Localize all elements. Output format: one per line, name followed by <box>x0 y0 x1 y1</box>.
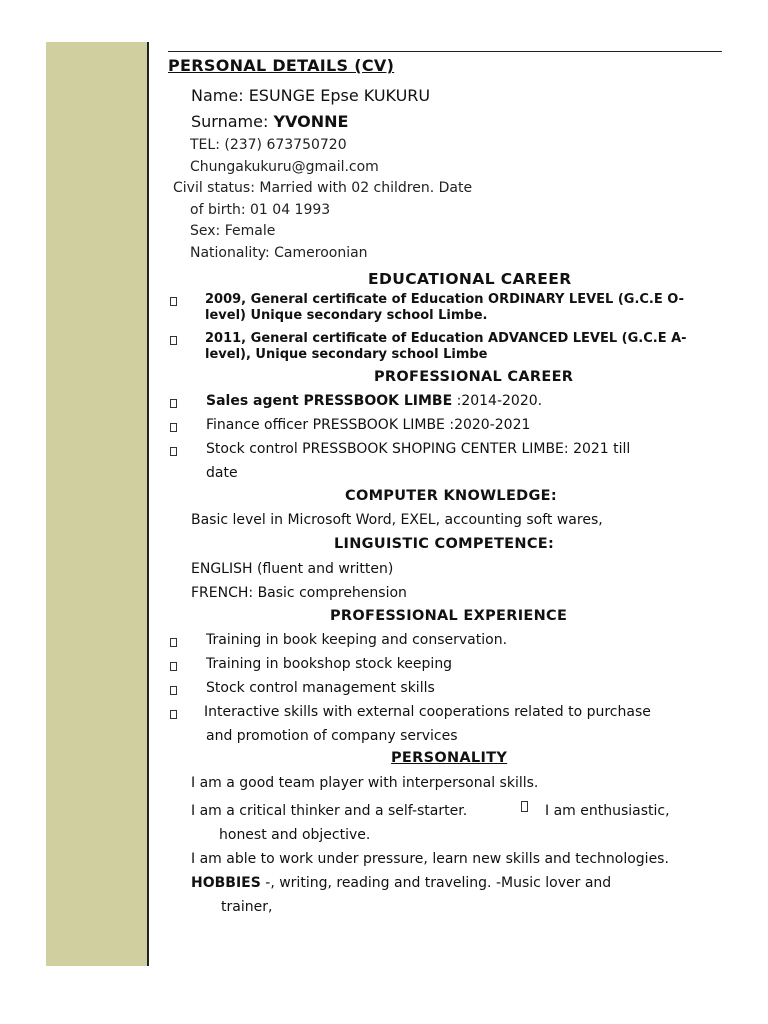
career-item-1-role: Sales agent PRESSBOOK LIMBE <box>206 393 453 409</box>
career-item-3-line1: Stock control PRESSBOOK SHOPING CENTER LIMBE: 2021 till <box>206 441 631 457</box>
name-line <box>191 88 430 104</box>
education-item-1-line1: 2009, General certificate of Education ORDINARY LEVEL (G.C.E O- <box>205 292 684 307</box>
nationality-label: Nationality: <box>190 245 270 261</box>
experience-item-4: Interactive skills with external cooperations related to purchase <box>204 704 651 720</box>
career-item-2-role: Finance officer PRESSBOOK LIMBE <box>206 417 445 433</box>
personality-line-2b: I am enthusiastic, <box>545 803 670 819</box>
career-heading: PROFESSIONAL CAREER <box>374 369 574 385</box>
language-english: ENGLISH (fluent and written) <box>191 561 394 577</box>
bullet-icon <box>170 336 177 345</box>
nationality-value: Cameroonian <box>274 245 368 261</box>
email-line: Chungakukuru@gmail.com <box>190 159 379 175</box>
top-rule <box>168 51 722 52</box>
education-item-2-line2: level), Unique secondary school Limbe <box>205 347 488 362</box>
personality-heading: PERSONALITY <box>391 750 508 766</box>
education-item-2 <box>205 331 705 363</box>
computer-heading <box>345 489 557 504</box>
bullet-icon <box>170 447 177 456</box>
dob-label: of birth: <box>190 202 246 218</box>
bullet-icon <box>170 399 177 408</box>
computer-heading-colon: : <box>550 488 557 504</box>
dob-line <box>190 203 330 217</box>
left-decorative-panel <box>46 42 147 966</box>
experience-item-3: Stock control management skills <box>206 680 435 696</box>
bullet-icon <box>170 423 177 432</box>
linguistic-heading-text: LINGUISTIC COMPETENCE <box>334 536 548 552</box>
linguistic-heading-colon: : <box>547 536 555 552</box>
surname-value: YVONNE <box>273 112 349 131</box>
bullet-icon <box>170 686 177 695</box>
sex-value: Female <box>224 223 276 239</box>
bullet-icon <box>170 297 177 306</box>
nationality-line <box>190 246 368 260</box>
hobbies-label: HOBBIES <box>191 875 261 891</box>
career-item-1-dates: :2014-2020. <box>452 393 543 409</box>
panel-divider <box>147 42 149 966</box>
career-item-2 <box>206 418 530 432</box>
name-label: Name: <box>191 86 244 105</box>
education-item-2-line1: 2011, General certificate of Education ADVANCED LEVEL (G.C.E A- <box>205 331 687 346</box>
education-item-1 <box>205 292 705 324</box>
hobbies-text: -, writing, reading and traveling. -Music lover and <box>260 875 612 891</box>
sex-line <box>190 224 275 238</box>
sex-label: Sex: <box>190 223 221 239</box>
language-french: FRENCH: Basic comprehension <box>191 585 407 601</box>
hobbies-line <box>191 876 611 890</box>
bullet-icon <box>170 662 177 671</box>
page-title: PERSONAL DETAILS (CV) <box>168 56 395 75</box>
name-value: ESUNGE Epse KUKURU <box>248 86 431 105</box>
career-item-2-dates: :2020-2021 <box>444 417 531 433</box>
surname-label: Surname: <box>191 112 269 131</box>
experience-heading: PROFESSIONAL EXPERIENCE <box>330 608 568 624</box>
experience-item-2: Training in bookshop stock keeping <box>206 656 453 672</box>
tel-line: TEL: (237) 673750720 <box>190 137 347 153</box>
linguistic-heading <box>334 537 554 552</box>
personality-line-4: I am able to work under pressure, learn new skills and technologies. <box>191 851 669 867</box>
education-item-1-line2: level) Unique secondary school Limbe. <box>205 308 488 323</box>
hobbies-continuation: trainer, <box>221 899 273 915</box>
civil-status-line <box>173 181 472 195</box>
experience-item-4-continuation: and promotion of company services <box>206 728 458 744</box>
personality-line-1: I am a good team player with interpersonal skills. <box>191 775 539 791</box>
experience-item-1: Training in book keeping and conservation. <box>206 632 508 648</box>
civil-status-value: Married with 02 children. Date <box>259 180 473 196</box>
career-item-1 <box>206 394 542 408</box>
surname-line <box>191 114 348 130</box>
civil-status-label: Civil status: <box>173 180 255 196</box>
dob-value: 01 04 1993 <box>250 202 331 218</box>
computer-heading-text: COMPUTER KNOWLEDGE <box>345 488 551 504</box>
missing-glyph-icon <box>521 801 528 812</box>
bullet-icon <box>170 710 177 719</box>
personality-line-2a: I am a critical thinker and a self-starter. <box>191 803 468 819</box>
personality-line-3: honest and objective. <box>219 827 371 843</box>
education-heading: EDUCATIONAL CAREER <box>368 270 572 288</box>
bullet-icon <box>170 638 177 647</box>
career-item-3-line2: date <box>206 465 238 481</box>
computer-text: Basic level in Microsoft Word, EXEL, accounting soft wares, <box>191 512 603 528</box>
